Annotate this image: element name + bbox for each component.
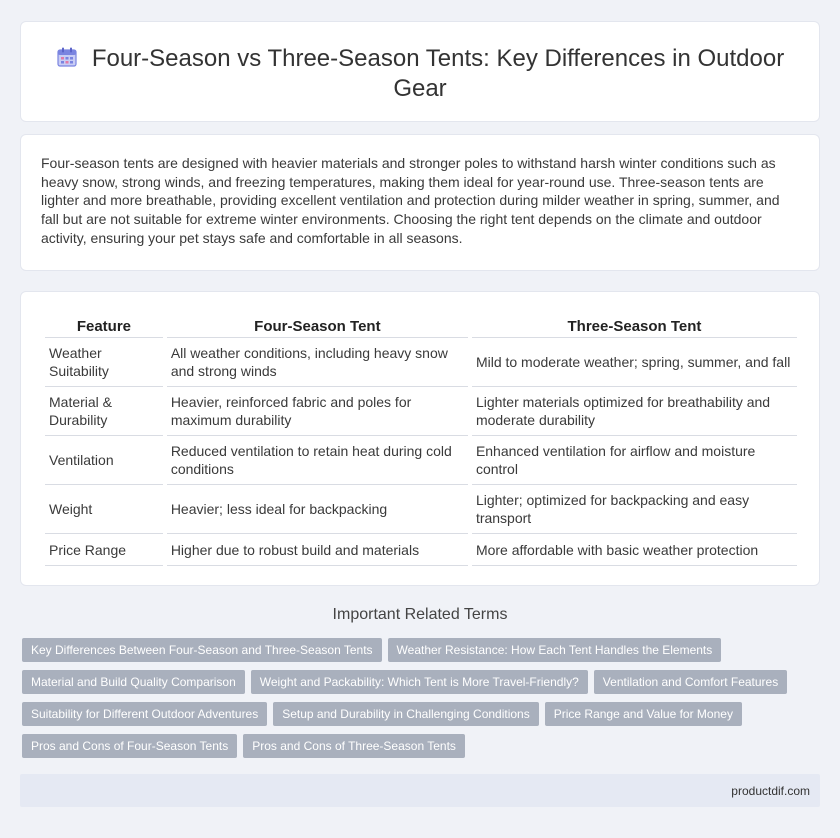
related-term-tag[interactable]: Pros and Cons of Four-Season Tents [22, 734, 237, 758]
table-row [45, 387, 797, 436]
page-title-row [21, 44, 819, 104]
tag-row [22, 638, 802, 662]
related-term-tag[interactable]: Weather Resistance: How Each Tent Handles the Elements [388, 638, 722, 662]
comparison-table-card [20, 291, 820, 586]
four-season-cell: Heavier, reinforced fabric and poles for maximum durability [167, 387, 468, 436]
related-term-tag[interactable]: Setup and Durability in Challenging Conditions [273, 702, 539, 726]
feature-cell: Weight [45, 485, 163, 534]
related-terms-list [22, 638, 802, 766]
related-term-tag[interactable]: Suitability for Different Outdoor Adventures [22, 702, 267, 726]
calendar-icon [56, 46, 78, 68]
related-term-tag[interactable]: Weight and Packability: Which Tent is More Travel-Friendly? [251, 670, 588, 694]
tag-row [22, 702, 802, 726]
four-season-cell: All weather conditions, including heavy snow and strong winds [167, 338, 468, 387]
comparison-table [41, 314, 801, 566]
footer-site-link[interactable]: productdif.com [731, 784, 810, 798]
page-title: Four-Season vs Three-Season Tents: Key Differences in Outdoor Gear [91, 45, 785, 102]
four-season-cell: Reduced ventilation to retain heat during cold conditions [167, 436, 468, 485]
related-term-tag[interactable]: Ventilation and Comfort Features [594, 670, 787, 694]
three-season-cell: Lighter; optimized for backpacking and easy transport [472, 485, 797, 534]
header-feature: Feature [45, 314, 163, 338]
table-row [45, 534, 797, 566]
table-row [45, 338, 797, 387]
three-season-cell: Mild to moderate weather; spring, summer, and fall [472, 338, 797, 387]
feature-cell: Weather Suitability [45, 338, 163, 387]
feature-cell: Price Range [45, 534, 163, 566]
three-season-cell: More affordable with basic weather protection [472, 534, 797, 566]
table-header-row [45, 314, 797, 338]
intro-paragraph: Four-season tents are designed with heavier materials and stronger poles to withstand harsh winter conditions such as heavy snow, strong winds, and freezing temperatures, making them ideal for year-round use. Three-season tents are lighter and more breathable, providing excellent ventilation and protection during milder weather in spring, summer, and fall but are not suitable for extreme winter environments. Choosing the right tent depends on the climate and outdoor activity, ensuring your pet stays safe and comfortable in all seasons. [41, 155, 780, 246]
table-row [45, 485, 797, 534]
intro-card [20, 134, 820, 271]
related-term-tag[interactable]: Key Differences Between Four-Season and Three-Season Tents [22, 638, 382, 662]
tag-row [22, 670, 802, 694]
related-terms-heading: Important Related Terms [332, 606, 508, 623]
header-four-season: Four-Season Tent [167, 314, 468, 338]
feature-cell: Material & Durability [45, 387, 163, 436]
footer-bar [20, 774, 820, 807]
three-season-cell: Lighter materials optimized for breathability and moderate durability [472, 387, 797, 436]
tag-row [22, 734, 802, 758]
related-term-tag[interactable]: Pros and Cons of Three-Season Tents [243, 734, 465, 758]
three-season-cell: Enhanced ventilation for airflow and moisture control [472, 436, 797, 485]
related-term-tag[interactable]: Material and Build Quality Comparison [22, 670, 245, 694]
header-card [20, 21, 820, 122]
related-term-tag[interactable]: Price Range and Value for Money [545, 702, 742, 726]
four-season-cell: Higher due to robust build and materials [167, 534, 468, 566]
feature-cell: Ventilation [45, 436, 163, 485]
header-three-season: Three-Season Tent [472, 314, 797, 338]
table-row [45, 436, 797, 485]
four-season-cell: Heavier; less ideal for backpacking [167, 485, 468, 534]
